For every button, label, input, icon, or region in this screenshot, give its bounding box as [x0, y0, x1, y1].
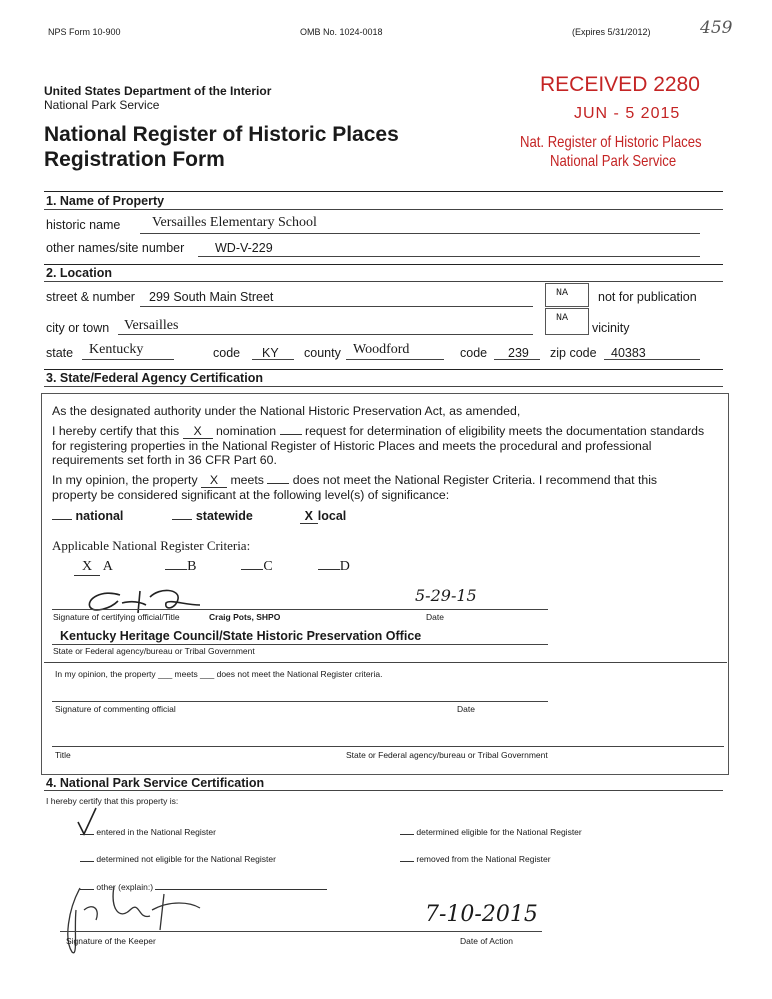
- request-mark[interactable]: [280, 434, 302, 435]
- state-code-label: code: [213, 346, 241, 360]
- criterion-d-mark[interactable]: [318, 569, 340, 570]
- local-mark[interactable]: X: [300, 509, 318, 524]
- action-date-label: Date of Action: [460, 936, 513, 946]
- state-code-value[interactable]: KY: [262, 346, 279, 360]
- vicinity-label: vicinity: [592, 321, 630, 335]
- statewide-label: statewide: [195, 509, 253, 523]
- signature-line: [52, 701, 548, 702]
- state-value[interactable]: Kentucky: [89, 342, 144, 357]
- does-not-meet-mark[interactable]: [267, 483, 289, 484]
- authority-statement: As the designated authority under the National Historic Preservation Act, as amended,: [52, 404, 521, 418]
- city-label: city or town: [46, 321, 110, 335]
- other-names-label: other names/site number: [46, 241, 185, 255]
- criterion-b-mark[interactable]: [165, 569, 187, 570]
- zip-label: zip code: [550, 346, 597, 360]
- criterion-b-label: B: [187, 559, 197, 574]
- form-number: NPS Form 10-900: [48, 27, 121, 37]
- certify-text-c: request for determination of eligibility meets the documentation standards: [304, 424, 705, 438]
- received-stamp: RECEIVED 2280: [540, 73, 700, 96]
- expiration-date: (Expires 5/31/2012): [572, 27, 651, 37]
- certify-text-a: I hereby certify that this: [52, 424, 180, 438]
- opinion-text-c: does not meet the National Register Criteria. I recommend that this: [292, 473, 658, 487]
- section3-heading: 3. State/Federal Agency Certification: [46, 371, 263, 385]
- field-underline: [82, 359, 174, 360]
- signature-line: [52, 609, 548, 610]
- divider: [44, 369, 723, 370]
- commenting-signature-label: Signature of commenting official: [55, 704, 176, 714]
- signature-line: [52, 644, 548, 645]
- stamp-line2: National Park Service: [550, 153, 677, 170]
- criteria-label: Applicable National Register Criteria:: [52, 538, 251, 553]
- title-agency-label: State or Federal agency/bureau or Tribal Government: [346, 750, 548, 760]
- opinion-text-b: meets: [230, 473, 264, 487]
- zip-value[interactable]: 40383: [611, 346, 646, 360]
- divider: [44, 386, 723, 387]
- criterion-a-mark[interactable]: X: [74, 559, 100, 576]
- action-date: 7-10-2015: [425, 902, 538, 927]
- field-underline: [346, 359, 444, 360]
- signature-line: [60, 931, 542, 932]
- signature-label: Signature of certifying official/Title: [53, 612, 180, 622]
- opinion-statement: [52, 473, 717, 502]
- keeper-label: Signature of the Keeper: [66, 936, 156, 946]
- historic-name-value[interactable]: Versailles Elementary School: [152, 215, 317, 230]
- department-name: United States Department of the Interior: [44, 84, 272, 98]
- opinion-text-a: In my opinion, the property: [52, 473, 198, 487]
- other-names-value[interactable]: WD-V-229: [215, 241, 273, 255]
- field-underline: [140, 306, 533, 307]
- section1-heading: 1. Name of Property: [46, 194, 165, 208]
- not-eligible-mark[interactable]: [80, 861, 94, 862]
- section4-heading: 4. National Park Service Certification: [46, 776, 265, 790]
- historic-name-label: historic name: [46, 218, 121, 232]
- section2-heading: 2. Location: [46, 266, 112, 280]
- not-eligible-option[interactable]: [80, 854, 276, 864]
- vicinity-box-value: NA: [556, 313, 569, 324]
- county-value[interactable]: Woodford: [353, 342, 410, 357]
- not-for-publication-box[interactable]: [545, 283, 589, 307]
- shpo-date: 5-29-15: [415, 586, 477, 605]
- certify-statement: [52, 424, 717, 467]
- city-value[interactable]: Versailles: [124, 318, 179, 333]
- divider: [44, 209, 723, 210]
- eligible-option[interactable]: [400, 827, 582, 837]
- nps-intro: I hereby certify that this property is:: [46, 796, 179, 806]
- commenting-date-label: Date: [457, 704, 475, 714]
- service-name: National Park Service: [44, 98, 160, 112]
- criteria-row: [74, 559, 350, 576]
- stamp-line1: Nat. Register of Historic Places: [520, 134, 702, 151]
- certify-text-line3: requirements set forth in 36 CFR Part 60.: [52, 453, 277, 467]
- removed-option[interactable]: [400, 854, 551, 864]
- field-underline: [198, 256, 700, 257]
- vicinity-box[interactable]: [545, 308, 589, 335]
- certifier-name: Craig Pots, SHPO: [209, 612, 281, 622]
- not-for-publication-label: not for publication: [598, 290, 697, 304]
- criterion-c-mark[interactable]: [241, 569, 263, 570]
- meets-mark[interactable]: X: [201, 473, 227, 488]
- date-label: Date: [426, 612, 444, 622]
- field-underline: [494, 359, 540, 360]
- divider: [44, 264, 723, 265]
- certify-text-line2: for registering properties in the National Register of Historic Places and meets the procedural and professional: [52, 439, 652, 453]
- entered-mark[interactable]: [80, 834, 94, 835]
- eligible-label: determined eligible for the National Register: [416, 827, 582, 837]
- entered-label: entered in the National Register: [96, 827, 216, 837]
- nomination-mark[interactable]: X: [183, 424, 213, 439]
- significance-levels: [52, 509, 346, 524]
- keeper-signature: [60, 880, 230, 960]
- removed-label: removed from the National Register: [416, 854, 551, 864]
- field-underline: [252, 359, 294, 360]
- opinion-commenting: In my opinion, the property ___ meets ___ does not meet the National Register criteria.: [55, 669, 383, 679]
- nfp-box-value: NA: [556, 288, 569, 299]
- eligible-mark[interactable]: [400, 834, 414, 835]
- street-value[interactable]: 299 South Main Street: [149, 290, 274, 304]
- omb-number: OMB No. 1024-0018: [300, 27, 383, 37]
- national-mark[interactable]: [52, 519, 72, 520]
- other-label: other (explain:): [96, 882, 154, 892]
- field-underline: [140, 233, 700, 234]
- criterion-d-label: D: [339, 559, 350, 574]
- national-label: national: [75, 509, 124, 523]
- statewide-mark[interactable]: [172, 519, 192, 520]
- office-name: Kentucky Heritage Council/State Historic Preservation Office: [60, 629, 422, 643]
- form-title-line1: National Register of Historic Places: [44, 123, 399, 146]
- field-underline: [604, 359, 700, 360]
- handwritten-page-number: 459: [700, 18, 733, 38]
- office-label: State or Federal agency/bureau or Tribal Government: [53, 646, 255, 656]
- received-date: JUN - 5 2015: [574, 105, 681, 122]
- criterion-c-label: C: [263, 559, 273, 574]
- divider: [44, 191, 723, 192]
- divider: [44, 790, 723, 791]
- opinion-text-line2: property be considered significant at the following level(s) of significance:: [52, 488, 450, 502]
- title-label: Title: [55, 750, 71, 760]
- county-label: county: [304, 346, 341, 360]
- not-eligible-label: determined not eligible for the National Register: [96, 854, 276, 864]
- removed-mark[interactable]: [400, 861, 414, 862]
- county-code-label: code: [460, 346, 488, 360]
- certify-text-b: nomination: [215, 424, 277, 438]
- local-label: local: [317, 509, 347, 523]
- criterion-a-label: A: [102, 559, 113, 574]
- entered-option[interactable]: [80, 827, 216, 837]
- state-label: state: [46, 346, 74, 360]
- county-code-value[interactable]: 239: [508, 346, 529, 360]
- divider: [44, 281, 723, 282]
- field-underline: [118, 334, 533, 335]
- signature-line: [52, 746, 724, 747]
- form-title-line2: Registration Form: [44, 148, 225, 171]
- divider: [44, 662, 727, 663]
- street-label: street & number: [46, 290, 135, 304]
